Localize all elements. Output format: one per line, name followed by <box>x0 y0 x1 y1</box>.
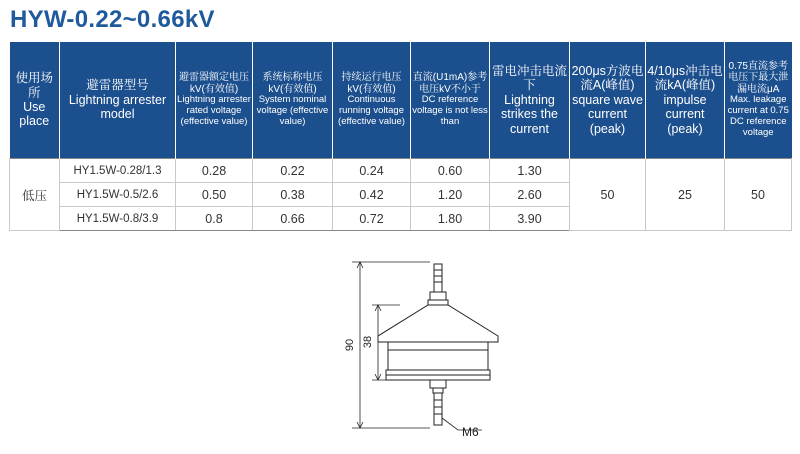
dimension-total-label: 90 <box>344 338 356 352</box>
cell-square-wave: 50 <box>570 159 646 231</box>
header-system-voltage: 系统标称电压kV(有效值) System nominal voltage (effective value) <box>253 42 333 159</box>
cell-reference: 0.60 <box>411 159 490 183</box>
header-use-place: 使用场所 Use place <box>10 42 60 159</box>
cell-model: HY1.5W-0.8/3.9 <box>60 207 176 231</box>
cell-use-place: 低压 <box>10 159 60 231</box>
cell-reference: 1.80 <box>411 207 490 231</box>
cell-system: 0.22 <box>253 159 333 183</box>
arrester-drawing <box>340 258 510 448</box>
header-rated-voltage: 避雷器额定电压kV(有效值) Lightning arrester rated voltage (effective value) <box>176 42 253 159</box>
table-row <box>10 159 792 183</box>
cell-model: HY1.5W-0.5/2.6 <box>60 183 176 207</box>
cell-continuous: 0.72 <box>333 207 411 231</box>
cell-rated: 0.28 <box>176 159 253 183</box>
cell-system: 0.66 <box>253 207 333 231</box>
cell-strike: 3.90 <box>490 207 570 231</box>
spec-table <box>9 42 792 231</box>
cell-rated: 0.8 <box>176 207 253 231</box>
header-square-wave: 200μs方波电流A(峰值) square wave current (peak) <box>570 42 646 159</box>
cell-strike: 2.60 <box>490 183 570 207</box>
dimension-body-label: 38 <box>362 335 374 349</box>
cell-system: 0.38 <box>253 183 333 207</box>
cell-leakage: 50 <box>725 159 792 231</box>
cell-reference: 1.20 <box>411 183 490 207</box>
cell-strike: 1.30 <box>490 159 570 183</box>
header-reference-voltage: 直流(U1mA)参考电压kV不小于 DC reference voltage is not less than <box>411 42 490 159</box>
page-title: HYW-0.22~0.66kV <box>10 6 215 33</box>
header-model: 避雷器型号 Lightning arrester model <box>60 42 176 159</box>
cell-continuous: 0.24 <box>333 159 411 183</box>
header-impulse: 4/10μs冲击电流kA(峰值) impulse current (peak) <box>646 42 725 159</box>
header-strike-current: 雷电冲击电流下 Lightning strikes the current <box>490 42 570 159</box>
cell-continuous: 0.42 <box>333 183 411 207</box>
header-row <box>10 42 792 159</box>
header-leakage: 0.75直流参考电压下最大泄漏电流μA Max. leakage current at 0.75 DC reference voltage <box>725 42 792 159</box>
header-continuous-voltage: 持续运行电压kV(有效值) Continuous running voltage (effective value) <box>333 42 411 159</box>
cell-impulse: 25 <box>646 159 725 231</box>
arrester-body <box>378 264 498 425</box>
cell-rated: 0.50 <box>176 183 253 207</box>
cell-model: HY1.5W-0.28/1.3 <box>60 159 176 183</box>
thread-label: M6 <box>462 425 479 439</box>
